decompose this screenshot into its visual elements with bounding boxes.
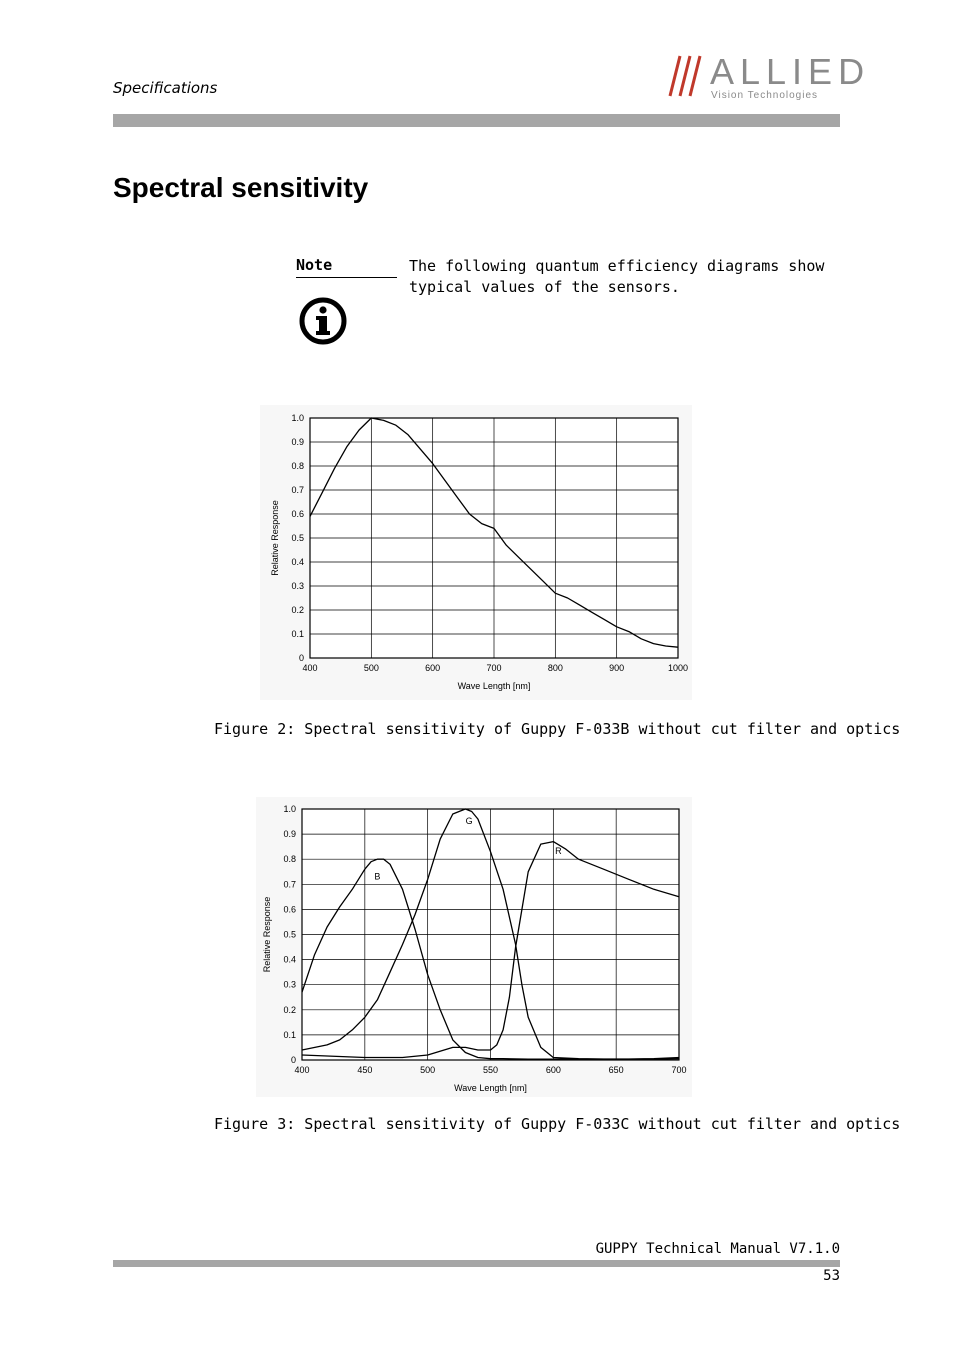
header-section-title: Specifications [113,79,218,97]
figure-2-caption: Figure 2: Spectral sensitivity of Guppy F-033B without cut filter and optics [214,720,901,738]
y-tick-label: 0.2 [291,605,304,615]
y-tick-label: 0.1 [283,1029,296,1040]
x-axis-label: Wave Length [nm] [454,1083,527,1093]
info-icon [298,296,348,346]
y-tick-label: 0.6 [283,904,296,915]
page-title: Spectral sensitivity [113,172,369,203]
y-tick-label: 0.2 [283,1004,296,1015]
x-tick-label: 500 [363,663,379,673]
chart-guppy-f033b [260,405,692,700]
y-tick-label: 0.3 [291,581,304,591]
y-axis-label: Relative Response [262,896,272,973]
x-tick-label: 600 [545,1065,561,1075]
x-tick-label: 700 [486,663,502,673]
footer-manual-title: GUPPY Technical Manual V7.1.0 [595,1241,840,1257]
y-tick-label: 0.4 [283,954,296,965]
y-axis-label: Relative Response [270,500,280,576]
y-tick-label: 0 [298,653,304,663]
logo-main-text: ALLIED [710,51,871,92]
series-label-g: G [465,816,473,827]
series-label-r: R [555,846,562,857]
y-tick-label: 0.7 [291,485,304,495]
logo-sub-text: Vision Technologies [711,90,819,101]
x-tick-label: 600 [425,663,441,673]
y-tick-label: 0.9 [291,437,304,447]
x-tick-label: 550 [482,1065,499,1075]
x-tick-label: 500 [420,1065,436,1075]
x-tick-label: 1000 [667,663,689,673]
y-tick-label: 0.8 [291,461,304,471]
logo-slashes-icon [670,56,700,96]
y-tick-label: 0.6 [291,509,304,519]
page-number: 53 [823,1268,840,1284]
y-tick-label: 0.3 [283,979,296,990]
y-tick-label: 1.0 [291,413,304,423]
x-tick-label: 400 [294,1065,310,1075]
note-divider [296,277,397,278]
y-tick-label: 0.4 [291,557,304,567]
y-tick-label: 0.7 [283,879,296,890]
footer-bar [113,1260,840,1267]
y-tick-label: 1.0 [283,804,296,814]
x-tick-label: 650 [608,1065,624,1075]
series-label-b: B [374,871,381,882]
x-tick-label: 900 [609,663,625,673]
y-tick-label: 0.5 [291,533,304,543]
y-tick-label: 0 [290,1055,296,1065]
note-label: Note [296,256,333,274]
header-bar [113,114,840,127]
y-tick-label: 0.1 [291,629,304,639]
x-tick-label: 450 [357,1065,373,1075]
figure-3-caption: Figure 3: Spectral sensitivity of Guppy F-033C without cut filter and optics [214,1115,901,1133]
x-tick-label: 400 [302,663,318,673]
x-tick-label: 700 [671,1065,687,1075]
y-tick-label: 0.5 [283,929,296,940]
x-axis-label: Wave Length [nm] [457,681,531,691]
x-tick-label: 800 [547,663,563,673]
y-tick-label: 0.8 [283,854,296,865]
y-tick-label: 0.9 [283,829,296,840]
allied-logo [662,51,871,102]
note-text: The following quantum efficiency diagrams show typical values of the sensors. [409,257,825,296]
chart-guppy-f033c [256,797,692,1097]
